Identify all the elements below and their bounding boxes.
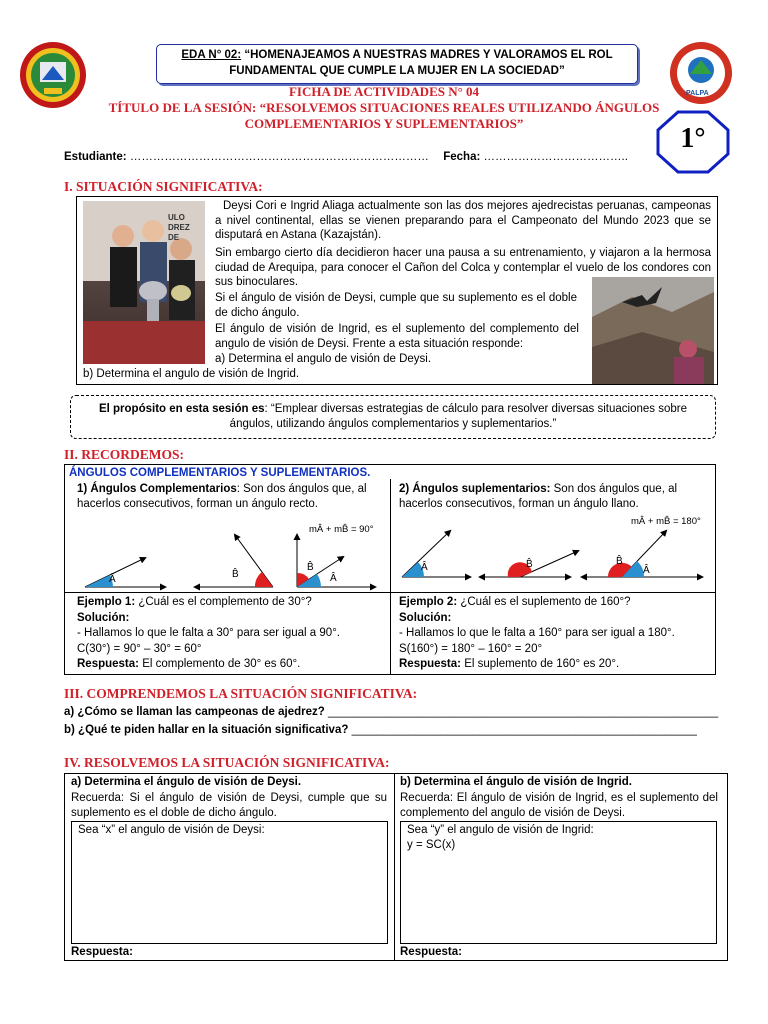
example2-question: ¿Cuál es el suplemento de 160°? — [457, 596, 631, 608]
example1-line2: C(30°) = 90° – 30° = 60° — [77, 642, 202, 655]
section4-title: IV. RESOLVEMOS LA SITUACIÓN SIGNIFICATIVA: — [64, 755, 390, 770]
solve-b-answer-label: Respuesta: — [400, 946, 462, 958]
eda-title-box — [156, 44, 638, 84]
section3-answer-a-line[interactable]: _____________________________________________________________ — [327, 706, 719, 718]
example2-answer: El suplemento de 160° es 20°. — [461, 658, 620, 670]
section3-question-a — [64, 706, 718, 718]
recordemos-box-title: ÁNGULOS COMPLEMENTARIOS Y SUPLEMENTARIOS. — [69, 467, 371, 479]
solve-b-equation: y = SC(x) — [407, 839, 456, 851]
sup-label-a2: Â — [643, 565, 650, 576]
solve-b-work-area[interactable] — [400, 821, 717, 944]
solve-box — [64, 773, 728, 961]
supplementary-definition — [399, 482, 709, 512]
solve-a-title: a) Determina el ángulo de visión de Deysi. — [71, 776, 302, 788]
ficha-title: FICHA DE ACTIVIDADES N° 04 — [288, 84, 480, 99]
date-field[interactable]: ……………………………….. — [483, 151, 628, 163]
situation-paragraph-2: Sin embargo cierto día decidieron hacer una pausa a su entrenamiento, y viajaron a la hermosa ciudad de Arequipa, para conocer el Cañon del Colca y contemplar el vuelo de los condores con sus binoculares. — [215, 247, 711, 288]
example2-line1: - Hallamos lo que le falta a 160° para ser igual a 180°. — [399, 627, 675, 639]
comp-label-b1: B̂ — [232, 569, 239, 580]
comp-label-b2: B̂ — [307, 562, 314, 573]
section3-answer-b-line[interactable]: ______________________________________________________ — [351, 724, 697, 736]
example1-question: ¿Cuál es el complemento de 30°? — [135, 596, 312, 608]
purpose-text-1: : “Emplear diversas estrategias de cálculo para resolver diversas situaciones sobre — [264, 403, 688, 415]
comp-label-a1: Â — [109, 574, 116, 585]
section3-question-b-text: b) ¿Qué te piden hallar en la situación significativa? — [64, 724, 349, 736]
student-line — [64, 151, 628, 163]
date-label: Fecha: — [443, 151, 481, 163]
example1 — [77, 595, 387, 673]
purpose-label: El propósito en esta sesión es — [98, 403, 265, 415]
example2-line2: S(160°) = 180° – 160° = 20° — [399, 642, 543, 655]
example2-answer-label: Respuesta: — [399, 658, 461, 670]
supplementary-text-2: hacerlos consecutivos, forman un ángulo llano. — [399, 498, 639, 510]
supplementary-angles-diagram — [390, 521, 715, 593]
example1-answer-label: Respuesta: — [77, 658, 139, 670]
sup-label-b1: B̂ — [526, 559, 533, 570]
sup-label-b2: B̂ — [616, 556, 623, 567]
complementary-formula: mÂ + mB̂ = 90° — [309, 524, 374, 535]
section3-question-a-text: a) ¿Cómo se llaman las campeonas de ajedrez? — [64, 706, 325, 718]
purpose-line1 — [71, 403, 715, 415]
section3-title: III. COMPRENDEMOS LA SITUACIÓN SIGNIFICATIVA: — [64, 686, 418, 701]
recordemos-box — [64, 464, 716, 675]
photo-sign-text: ULO DREZ DE — [168, 213, 190, 242]
section3-question-b — [64, 724, 697, 736]
complementary-definition — [77, 482, 387, 512]
supplementary-formula: mÂ + mB̂ = 180° — [631, 516, 701, 527]
eda-text-line1: “HOMENAJEAMOS A NUESTRAS MADRES Y VALORAMOS EL ROL — [241, 49, 613, 61]
supplementary-text-1: Son dos ángulos que, al — [550, 483, 678, 495]
example1-solution-label: Solución: — [77, 611, 130, 624]
right-logo-text: PALPA — [686, 90, 709, 97]
solve-a-reminder: Recuerda: Si el ángulo de visión de Deysi, cumple que su suplemento es el doble de dicho ángulo. — [71, 792, 387, 819]
solve-b-reminder: Recuerda: El ángulo de visión de Ingrid, es el suplemento del complemento del angulo de visión de Deysi. — [400, 792, 718, 819]
complementary-text-1: : Son dos ángulos que, al — [236, 483, 367, 495]
session-title-line2: COMPLEMENTARIOS Y SUPLEMENTARIOS” — [244, 116, 524, 131]
situation-question-b: b) Determina el angulo de visión de Ingrid. — [83, 368, 300, 380]
eda-prefix: EDA N° 02: — [181, 49, 242, 61]
example1-line1: - Hallamos lo que le falta a 30° para ser igual a 90°. — [77, 627, 340, 639]
situation-paragraph-1: Deysi Cori e Ingrid Aliaga actualmente son las dos mejores ajedrecistas peruanas, campeonas a nivel continental, ellas se vienen preparando para el Campeonato del Mundo 2023 que se disputará en Astana (Kazajstán). — [215, 200, 711, 241]
eda-text-line2: FUNDAMENTAL QUE CUMPLE LA MUJER EN LA SOCIEDAD” — [229, 65, 565, 77]
complementary-title: 1) Ángulos Complementarios — [77, 483, 237, 495]
purpose-box — [70, 395, 716, 439]
session-title-line1: TÍTULO DE LA SESIÓN: “RESOLVEMOS SITUACIONES REALES UTILIZANDO ÁNGULOS — [108, 100, 660, 115]
comp-label-a2: Â — [330, 573, 337, 584]
example2-solution-label: Solución: — [399, 611, 452, 624]
section1-title: I. SITUACIÓN SIGNIFICATIVA: — [64, 179, 263, 194]
example1-title: Ejemplo 1: — [77, 596, 136, 608]
example1-answer: El complemento de 30° es 60°. — [139, 658, 301, 670]
situation-question-a: a) Determina el angulo de visión de Deysi. — [215, 353, 432, 365]
complementary-text-2: hacerlos consecutivos, forman un ángulo recto. — [77, 498, 318, 510]
condor-canyon-photo — [592, 277, 714, 384]
solve-divider — [394, 774, 395, 960]
student-label: Estudiante: — [64, 151, 127, 163]
solve-a-let: Sea “x” el angulo de visión de Deysi: — [78, 824, 265, 836]
situation-paragraph-4: El ángulo de visión de Ingrid, es el suplemento del complemento del angulo de visión de Deysi. Frente a esta situación responde: — [215, 323, 579, 350]
section2-title: II. RECORDEMOS: — [64, 447, 185, 462]
solve-a-work-area[interactable] — [71, 821, 388, 944]
chess-champions-photo — [83, 201, 205, 364]
solve-b-title: b) Determina el ángulo de visión de Ingrid. — [400, 776, 632, 788]
grade-badge — [656, 110, 730, 174]
sup-label-a1: Â — [421, 562, 428, 573]
example2-title: Ejemplo 2: — [399, 596, 458, 608]
supplementary-title: 2) Ángulos suplementarios: — [399, 483, 551, 495]
situation-paragraph-3: Si el ángulo de visión de Deysi, cumple que su suplemento es el doble de dicho ángulo. — [215, 292, 577, 319]
example2 — [399, 595, 711, 673]
solve-b-let: Sea “y” el angulo de visión de Ingrid: — [407, 824, 594, 836]
situation-box — [76, 196, 718, 385]
grade-text: 1° — [680, 123, 706, 154]
student-field[interactable]: …………………………………………………………………… — [129, 151, 429, 163]
solve-a-answer-label: Respuesta: — [71, 946, 133, 958]
purpose-line2: ángulos, utilizando ángulos complementarios y suplementarios.” — [229, 418, 557, 430]
